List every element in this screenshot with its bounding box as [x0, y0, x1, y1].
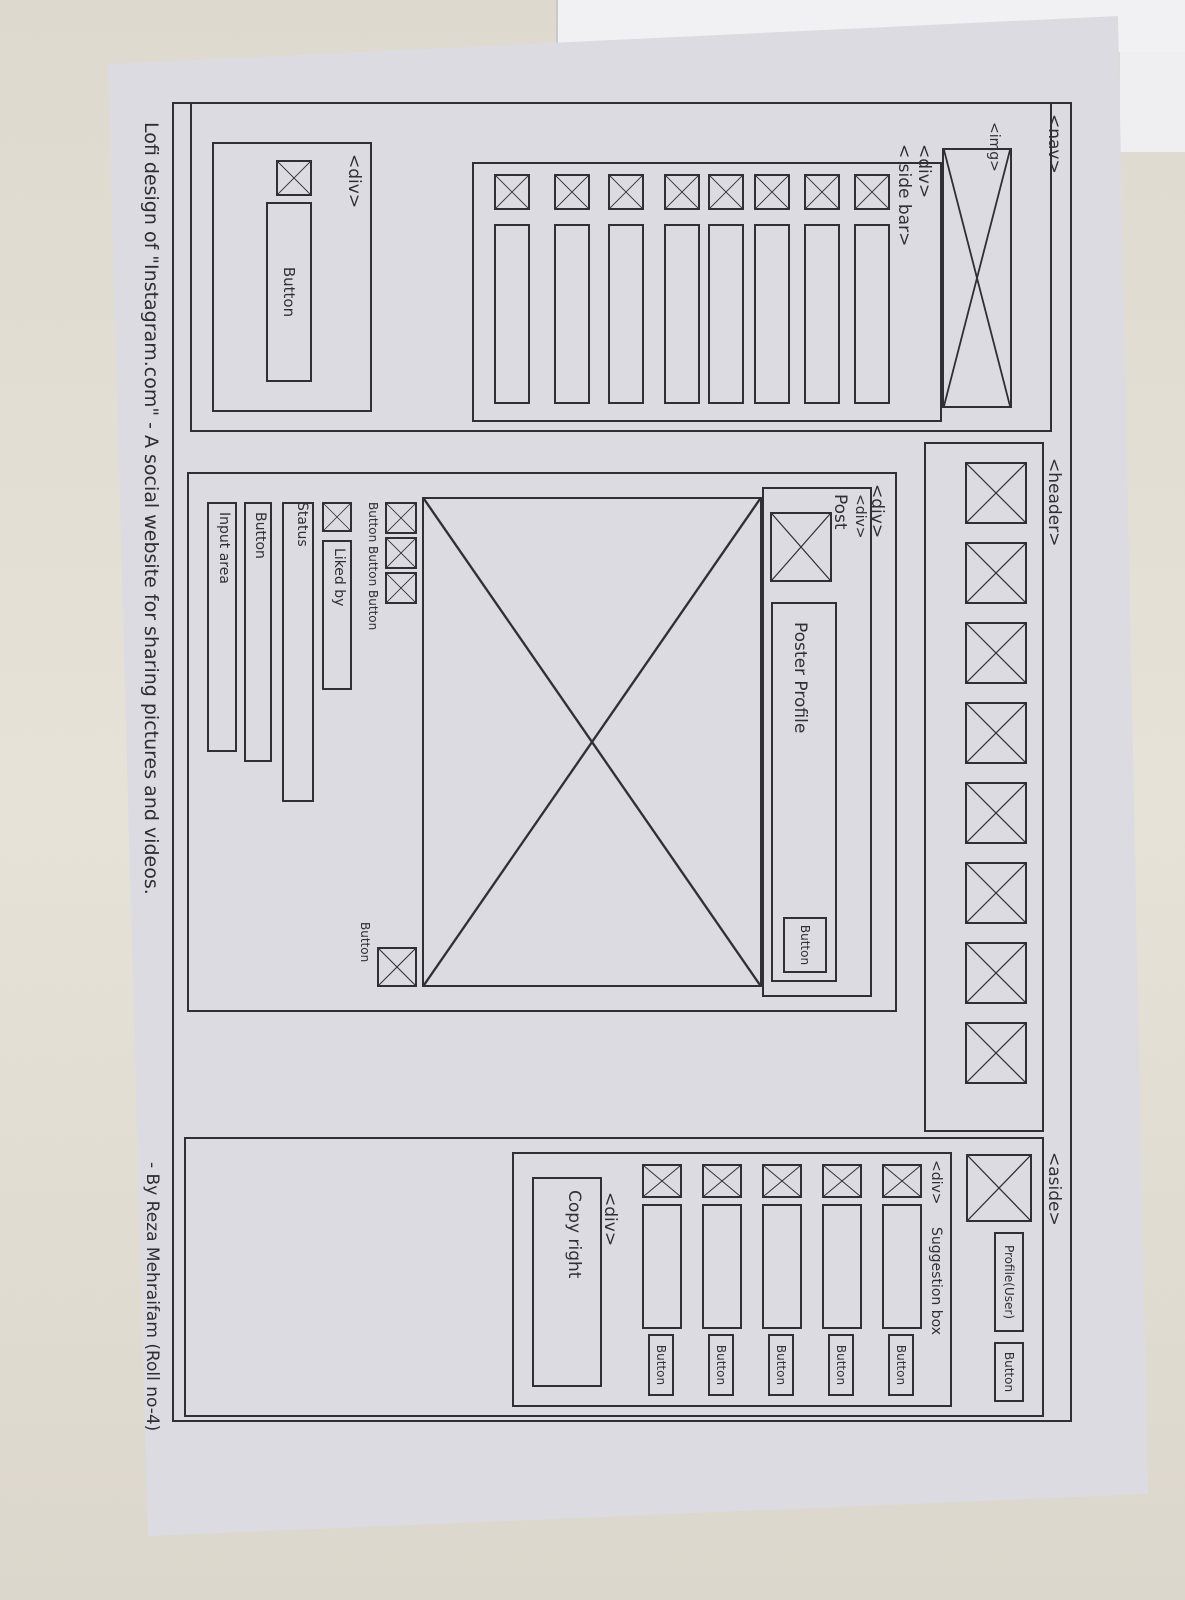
copyright: Copy right	[564, 1190, 584, 1279]
sidebar-icon-5	[664, 174, 700, 210]
poster-button[interactable]: Button	[783, 917, 827, 973]
save-button-label: Button	[358, 922, 372, 963]
profile-button[interactable]: Button	[994, 1342, 1024, 1402]
sidebar-item-4[interactable]	[708, 224, 744, 404]
suggestion-avatar-icon-2	[822, 1164, 862, 1198]
story-icon-6	[965, 862, 1027, 924]
story-icon-8	[965, 1022, 1027, 1084]
sidebar-label: < side bar>	[894, 144, 914, 247]
save-icon[interactable]	[377, 947, 417, 987]
status-box	[282, 502, 314, 802]
sidebar-icon-2	[804, 174, 840, 210]
sidebar-icon-6	[608, 174, 644, 210]
footer-div-label: <div>	[600, 1192, 620, 1247]
sidebar-item-7[interactable]	[554, 224, 590, 404]
sidebar-icon-7	[554, 174, 590, 210]
img-label: <img>	[986, 122, 1002, 172]
suggestion-avatar-icon-3	[762, 1164, 802, 1198]
like-icon[interactable]	[385, 502, 417, 534]
suggestion-button-5[interactable]: Button	[648, 1334, 674, 1396]
suggestion-button-4[interactable]: Button	[708, 1334, 734, 1396]
liked-by: Liked by	[331, 548, 347, 607]
suggestion-button-2[interactable]: Button	[828, 1334, 854, 1396]
sidebar-item-8[interactable]	[494, 224, 530, 404]
story-icon-5	[965, 782, 1027, 844]
suggestion-avatar-icon-5	[642, 1164, 682, 1198]
sketch-caption: Lofi design of "Instagram.com" - A social website for sharing pictures and videos.	[140, 122, 162, 895]
suggestion-name-5	[642, 1204, 682, 1329]
story-icon-7	[965, 942, 1027, 1004]
logo-image-icon	[942, 148, 1012, 408]
nav-bottom-div-label: <div>	[344, 154, 364, 209]
input-area: Input area	[216, 512, 232, 584]
sidebar-icon-8	[494, 174, 530, 210]
sidebar-div-label: <div>	[914, 144, 934, 199]
poster-profile: Poster Profile	[790, 622, 810, 734]
share-icon[interactable]	[385, 572, 417, 604]
sidebar-item-3[interactable]	[754, 224, 790, 404]
aside-label: <aside>	[1044, 1152, 1064, 1226]
story-icon-3	[965, 622, 1027, 684]
liked-by-avatar-icon	[322, 502, 352, 532]
suggestion-name-1	[882, 1204, 922, 1329]
story-icon-1	[965, 462, 1027, 524]
post-image-icon	[422, 497, 762, 987]
suggestion-avatar-icon-1	[882, 1164, 922, 1198]
suggestion-name-3	[762, 1204, 802, 1329]
story-icon-4	[965, 702, 1027, 764]
sketch-author: - By Reza Mehraifam (Roll no-4)	[142, 1162, 162, 1432]
profile-user-box[interactable]: Profile(User)	[994, 1232, 1024, 1332]
nav-label: <nav>	[1044, 114, 1064, 174]
post-div-label: <div>	[852, 494, 868, 539]
suggestion-div-label: <div>	[928, 1160, 944, 1205]
sidebar-item-6[interactable]	[608, 224, 644, 404]
suggestion-name-2	[822, 1204, 862, 1329]
comment-icon[interactable]	[385, 537, 417, 569]
suggestion-name-4	[702, 1204, 742, 1329]
more-button[interactable]: Button	[266, 202, 312, 382]
suggestion-avatar-icon-4	[702, 1164, 742, 1198]
user-avatar-icon	[966, 1154, 1032, 1222]
suggestion-box-label: Suggestion box	[928, 1227, 944, 1336]
more-icon	[276, 160, 312, 196]
story-icon-2	[965, 542, 1027, 604]
desk-card-edge	[1120, 52, 1185, 152]
sidebar-item-5[interactable]	[664, 224, 700, 404]
suggestion-button-1[interactable]: Button	[888, 1334, 914, 1396]
action-buttons-caption: Button Button Button	[366, 502, 380, 631]
sidebar-icon-3	[754, 174, 790, 210]
sidebar-icon-4	[708, 174, 744, 210]
sidebar-item-2[interactable]	[804, 224, 840, 404]
status-label: Status	[294, 502, 310, 547]
suggestion-button-3[interactable]: Button	[768, 1334, 794, 1396]
sidebar-icon-1	[854, 174, 890, 210]
header-label: <header>	[1044, 458, 1064, 547]
post-label: Post	[830, 494, 850, 530]
wireframe-sheet	[132, 102, 1072, 1482]
sidebar-item-1[interactable]	[854, 224, 890, 404]
comment-button: Button	[252, 512, 268, 559]
feed-div-label: <div>	[867, 484, 887, 539]
poster-avatar-icon	[770, 512, 832, 582]
